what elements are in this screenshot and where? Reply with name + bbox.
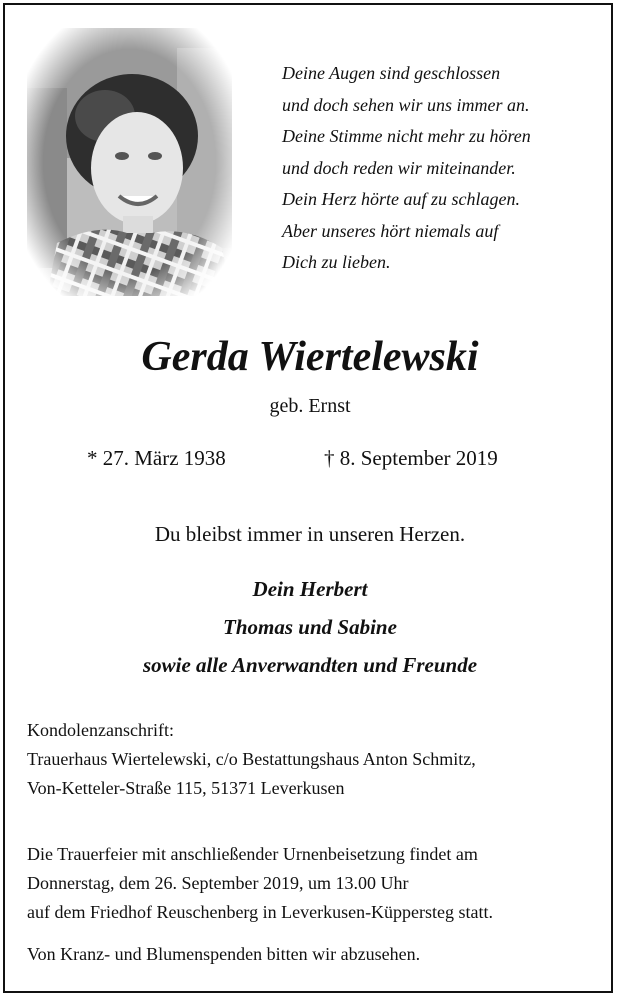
condolence-line: Von-Ketteler-Straße 115, 51371 Leverkusen <box>27 778 345 798</box>
poem <box>282 58 602 279</box>
mourners <box>0 570 620 684</box>
ceremony-line: Donnerstag, dem 26. September 2019, um 13.00 Uhr <box>27 873 409 893</box>
flowers-note: Von Kranz- und Blumenspenden bitten wir abzusehen. <box>27 944 421 964</box>
mourner-line: Dein Herbert <box>252 577 368 601</box>
birth-date: * 27. März 1938 <box>87 446 226 470</box>
deceased-name: Gerda Wiertelewski <box>141 334 479 380</box>
portrait-photo-icon <box>27 28 232 296</box>
ceremony-line: auf dem Friedhof Reuschenberg in Leverkusen-Küppersteg statt. <box>27 902 494 922</box>
mourner-line: Thomas und Sabine <box>223 615 397 639</box>
poem-line: Dein Herz hörte auf zu schlagen. <box>282 189 520 209</box>
poem-line: Aber unseres hört niemals auf <box>282 220 499 241</box>
death-date: † 8. September 2019 <box>324 446 498 470</box>
ceremony-line: Die Trauerfeier mit anschließender Urnenbeisetzung findet am <box>27 844 478 864</box>
motto: Du bleibst immer in unseren Herzen. <box>154 522 466 546</box>
condolence-label: Kondolenzanschrift: <box>27 720 174 740</box>
poem-line: Deine Stimme nicht mehr zu hören <box>282 126 531 146</box>
poem-line: und doch reden wir miteinander. <box>282 157 516 178</box>
condolence-address <box>27 716 607 803</box>
mourner-line: sowie alle Anverwandten und Freunde <box>142 653 478 677</box>
poem-line: und doch sehen wir uns immer an. <box>282 94 530 115</box>
ceremony-notice <box>27 840 607 927</box>
poem-line: Deine Augen sind geschlossen <box>282 63 501 83</box>
poem-line: Dich zu lieben. <box>282 252 391 272</box>
condolence-line: Trauerhaus Wiertelewski, c/o Bestattungshaus Anton Schmitz, <box>27 749 476 769</box>
birth-name: geb. Ernst <box>269 395 351 417</box>
